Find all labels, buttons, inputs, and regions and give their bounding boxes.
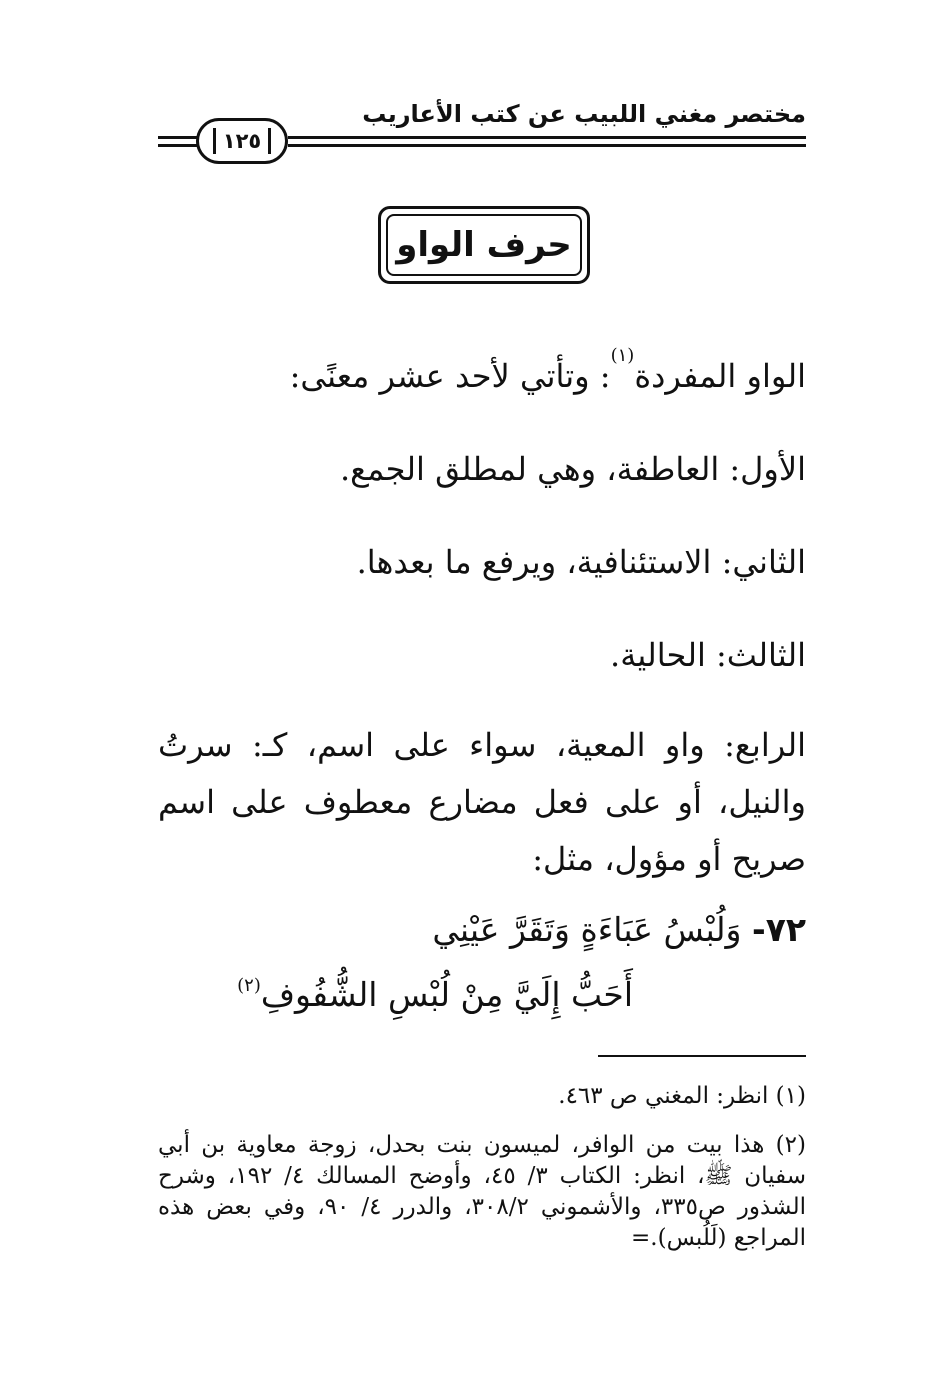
paragraph-third: الثالث: الحالية. <box>610 636 806 674</box>
intro-text-a: الواو المفردة <box>634 357 806 395</box>
paragraph-fourth: الرابع: واو المعية، سواء على اسم، كـ: سرتُ والنيل، أو على فعل مضارع معطوف على اسم صريح أو مؤول، مثل: <box>158 726 806 878</box>
footnote-1: (١) انظر: المغني ص ٤٦٣. <box>558 1083 806 1109</box>
chapter-title: حرف الواو <box>386 214 582 276</box>
intro-text-b: : وتأتي لأحد عشر معنًى: <box>289 357 611 395</box>
verse-line-2 <box>237 975 633 1014</box>
footnote-ref-2: (٢) <box>237 975 261 996</box>
paragraph-second: الثاني: الاستئنافية، ويرفع ما بعدها. <box>356 543 806 581</box>
chapter-title-box <box>378 206 590 284</box>
intro-paragraph <box>158 347 806 405</box>
footnote-2: (٢) هذا بيت من الوافر، لميسون بنت بحدل، زوجة معاوية بن أبي سفيان ﷺ، انظر: الكتاب ٣/ ٤٥، وأوضح المسالك ٤/ ١٩٢، وشرح الشذور ص٣٣٥، والأشموني ٣٠٨/٢، والدرر ٤/ ٩٠، وفي بعض هذه المراجع (لَلُبس).= <box>158 1132 807 1251</box>
verse-line-1 <box>432 910 806 949</box>
page-number: ١٢٥ <box>213 128 271 154</box>
verse-hemistich-2: أَحَبُّ إِلَيَّ مِنْ لُبْسِ الشُّفُوفِ <box>260 975 633 1014</box>
verse-number: ٧٢- <box>752 910 806 949</box>
verse-hemistich-1: وَلُبْسُ عَبَاءَةٍ وَتَقَرَّ عَيْنِي <box>432 910 742 949</box>
footnote-ref-1: (١) <box>610 345 635 366</box>
page-number-badge <box>196 118 288 164</box>
header-rule <box>288 134 806 150</box>
running-title: مختصر مغني اللبيب عن كتب الأعاريب <box>362 100 806 128</box>
header-rule-left <box>158 134 198 150</box>
footnote-separator <box>598 1055 806 1057</box>
paragraph-first: الأول: العاطفة، وهي لمطلق الجمع. <box>339 450 806 488</box>
